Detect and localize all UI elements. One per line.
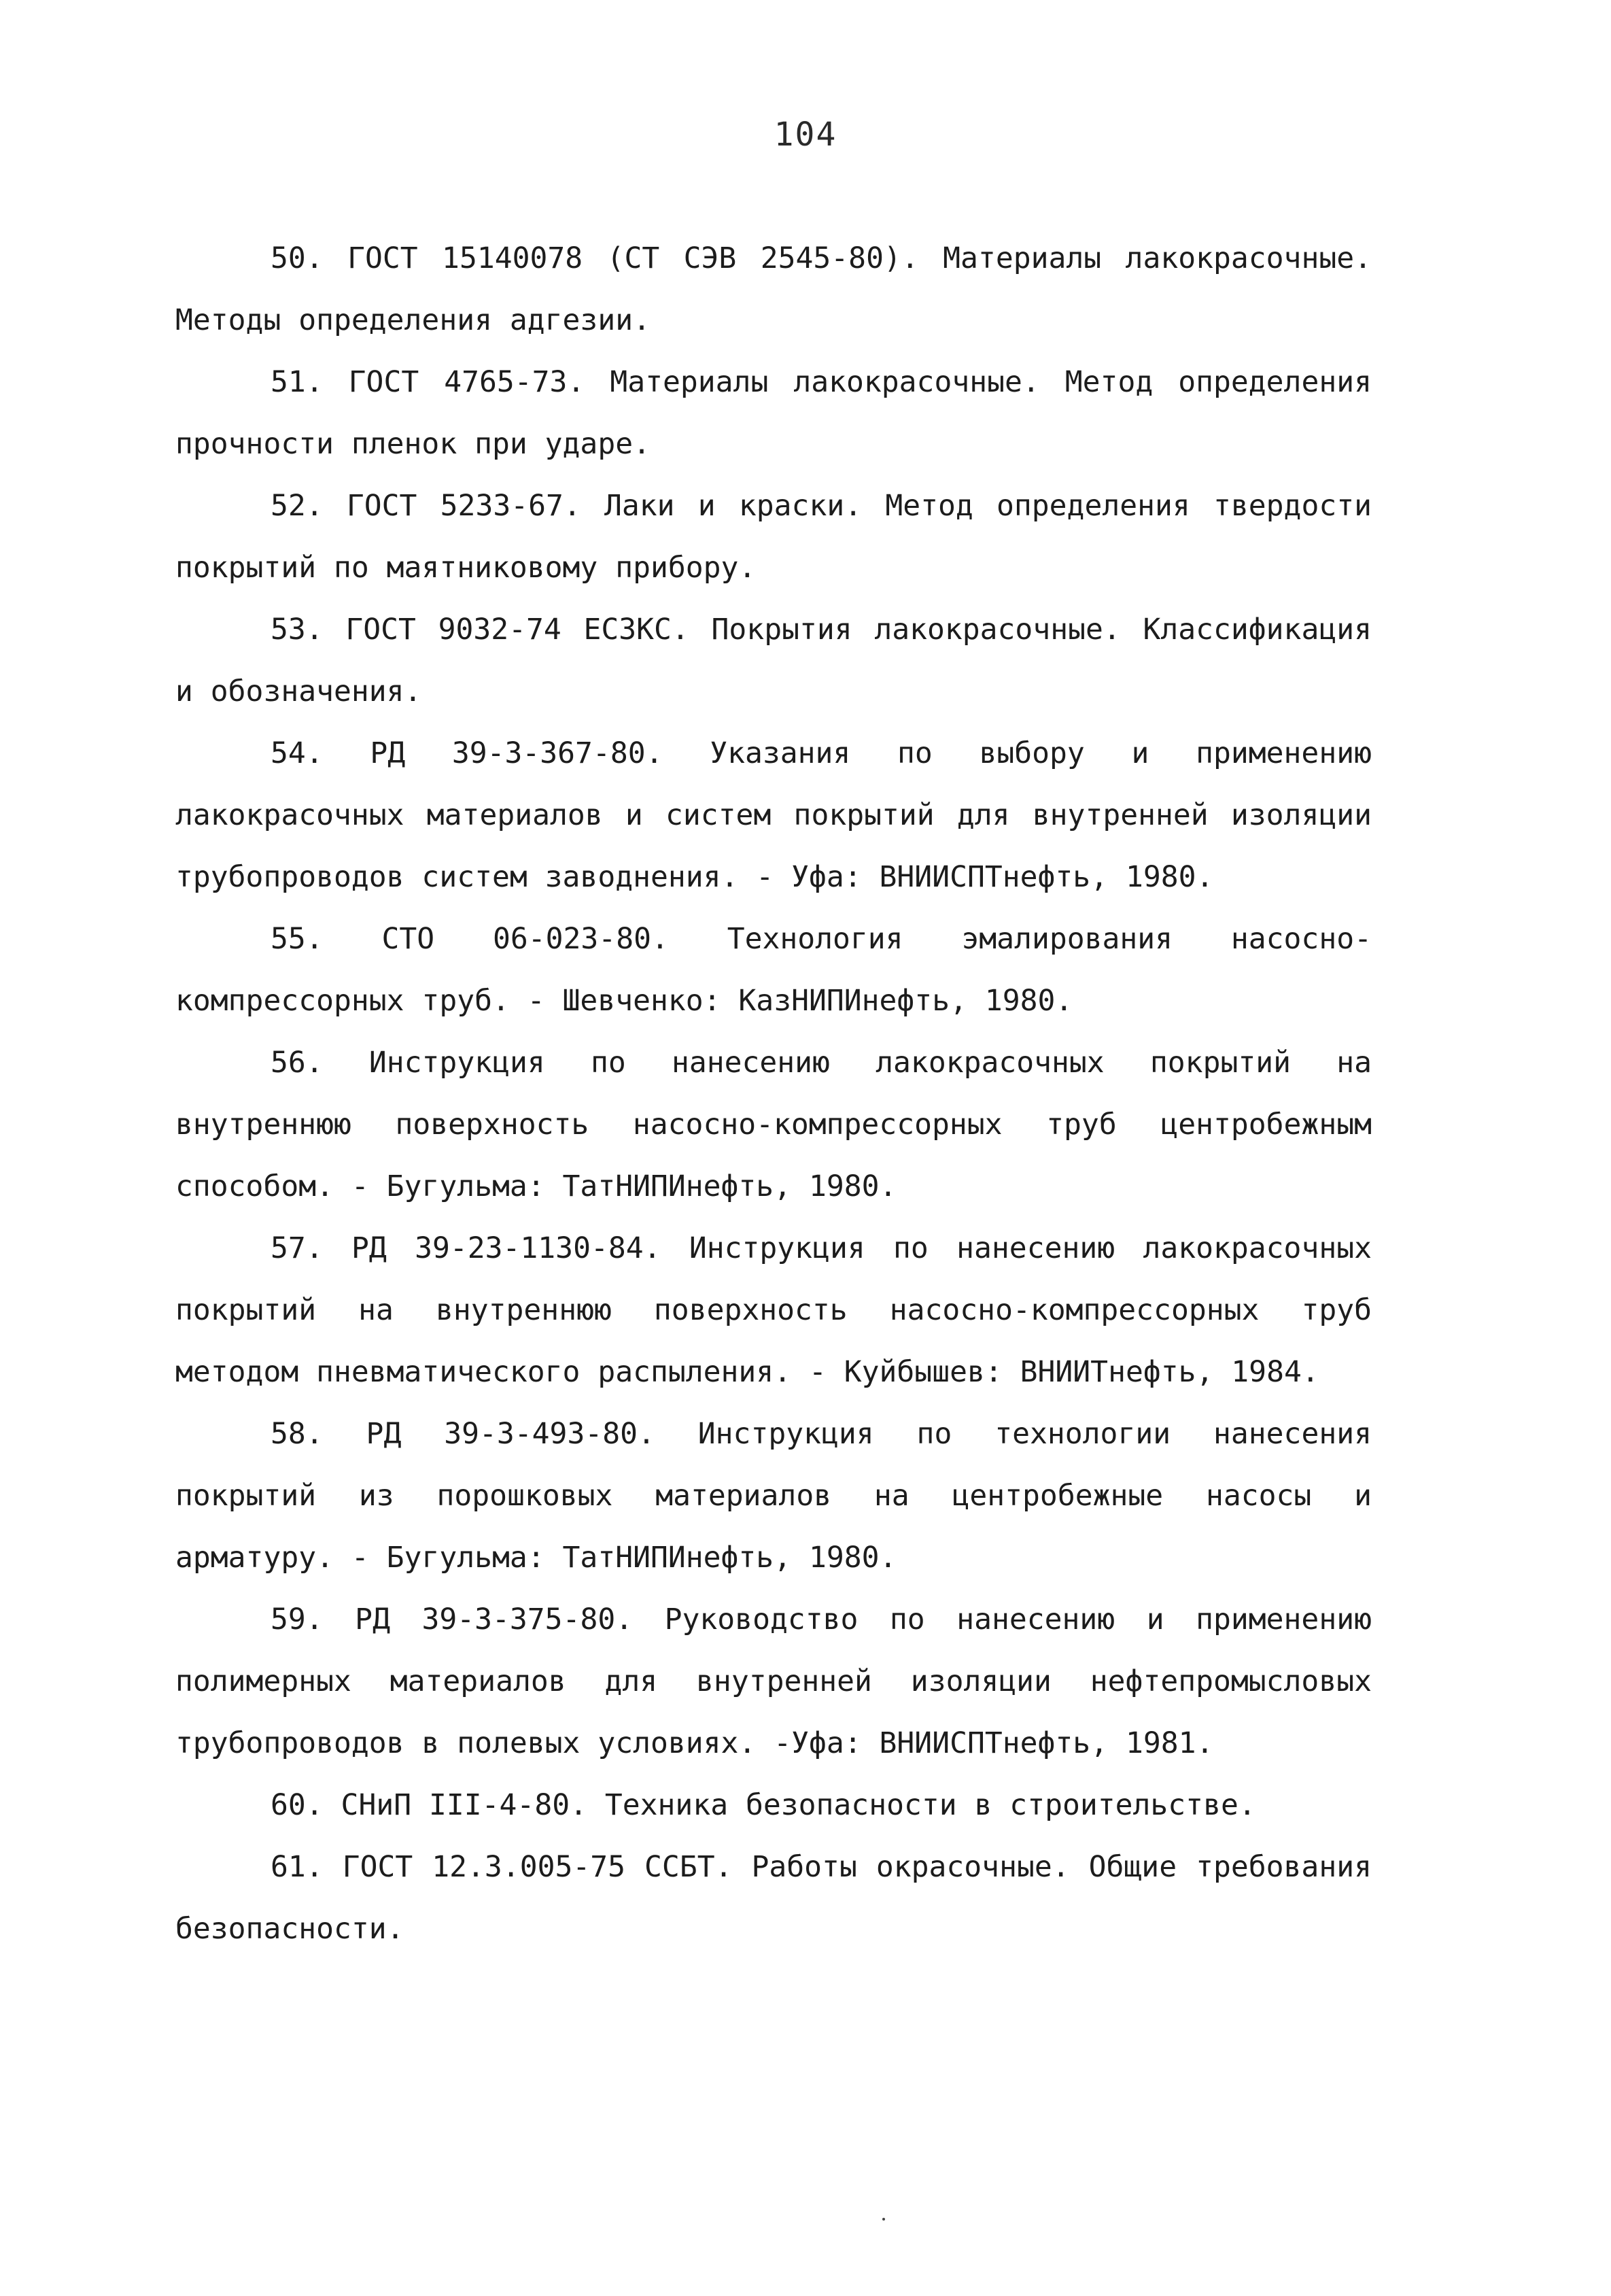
reference-item: 59. РД 39-3-375-80. Руководство по нанесению и применению полимерных материалов для внутренней изоляции нефтепромысловых трубопроводов в полевых условиях. -Уфа: ВНИИСПТнефть, 1981. (175, 1603, 1372, 1760)
reference-item: 56. Инструкция по нанесению лакокрасочных покрытий на внутреннюю поверхность насосно-компрессорных труб центробежным способом. - Бугульма: ТатНИПИнефть, 1980. (175, 1046, 1372, 1203)
page-number: 104 (774, 116, 837, 154)
reference-item: 60. СНиП III-4-80. Техника безопасности в строительстве. (271, 1788, 1256, 1822)
reference-item: 55. СТО 06-023-80. Технология эмалирования насосно-компрессорных труб. - Шевченко: КазНИПИнефть, 1980. (175, 922, 1372, 1018)
reference-item: 57. РД 39-23-1130-84. Инструкция по нанесению лакокрасочных покрытий на внутреннюю поверхность насосно-компрессорных труб методом пневматического распыления. - Куйбышев: ВНИИТнефть, 1984. (175, 1231, 1372, 1389)
scan-speck (882, 2218, 885, 2221)
reference-item: 58. РД 39-3-493-80. Инструкция по технологии нанесения покрытий из порошковых материалов на центробежные насосы и арматуру. - Бугульма: ТатНИПИнефть, 1980. (175, 1417, 1372, 1575)
reference-item: 53. ГОСТ 9032-74 ЕСЗКС. Покрытия лакокрасочные. Классификация и обозначения. (175, 613, 1372, 708)
reference-list (175, 228, 1372, 1960)
reference-item: 54. РД 39-3-367-80. Указания по выбору и применению лакокрасочных материалов и систем покрытий для внутренней изоляции трубопроводов систем заводнения. - Уфа: ВНИИСПТнефть, 1980. (175, 736, 1372, 894)
reference-item: 52. ГОСТ 5233-67. Лаки и краски. Метод определения твердости покрытий по маятниковому прибору. (175, 489, 1372, 585)
reference-item: 50. ГОСТ 15140078 (СТ СЭВ 2545-80). Материалы лакокрасочные. Методы определения адгезии. (175, 241, 1372, 337)
reference-item: 61. ГОСТ 12.3.005-75 ССБТ. Работы окрасочные. Общие требования безопасности. (175, 1850, 1372, 1946)
reference-item: 51. ГОСТ 4765-73. Материалы лакокрасочные. Метод определения прочности пленок при ударе. (175, 365, 1372, 461)
